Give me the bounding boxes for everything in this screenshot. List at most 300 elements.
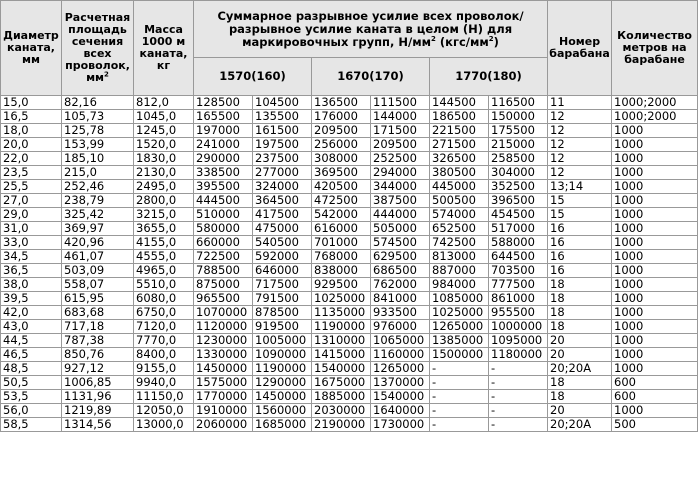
table-row <box>1 222 698 236</box>
table-cell: 325,42 <box>62 208 134 222</box>
table-cell: 2060000 <box>194 418 253 432</box>
header-drum-line: барабана <box>549 47 610 60</box>
table-cell: 1000 <box>612 306 698 320</box>
table-cell: 1330000 <box>194 348 253 362</box>
header-length-line: Количество <box>617 29 692 42</box>
table-cell: 6080,0 <box>134 292 194 306</box>
table-row <box>1 124 698 138</box>
table-cell: 540500 <box>253 236 312 250</box>
table-cell: 1000 <box>612 124 698 138</box>
table-cell: 290000 <box>194 152 253 166</box>
table-cell: 1385000 <box>430 334 489 348</box>
table-cell: - <box>430 362 489 376</box>
table-cell: 197000 <box>194 124 253 138</box>
table-cell: 16 <box>548 222 612 236</box>
table-cell: 16 <box>548 250 612 264</box>
table-cell: 475000 <box>253 222 312 236</box>
table-cell: 238,79 <box>62 194 134 208</box>
table-cell: 364500 <box>253 194 312 208</box>
table-cell: - <box>430 390 489 404</box>
header-diameter-line: Диаметр <box>3 29 59 42</box>
table-cell: 1045,0 <box>134 110 194 124</box>
table-cell: 1000 <box>612 236 698 250</box>
table-cell: 136500 <box>312 96 371 110</box>
table-cell: 6750,0 <box>134 306 194 320</box>
table-cell: 2800,0 <box>134 194 194 208</box>
table-cell: 768000 <box>312 250 371 264</box>
table-cell: 9940,0 <box>134 376 194 390</box>
table-cell: 308000 <box>312 152 371 166</box>
table-cell: 445000 <box>430 180 489 194</box>
table-cell: 955500 <box>489 306 548 320</box>
table-row <box>1 306 698 320</box>
table-cell: 237500 <box>253 152 312 166</box>
table-cell: 271500 <box>430 138 489 152</box>
table-row <box>1 138 698 152</box>
table-cell: 787,38 <box>62 334 134 348</box>
table-cell: 1640000 <box>371 404 430 418</box>
table-cell: 15,0 <box>1 96 62 110</box>
table-cell: 1770000 <box>194 390 253 404</box>
table-cell: 875000 <box>194 278 253 292</box>
table-cell: - <box>489 376 548 390</box>
table-cell: 1540000 <box>312 362 371 376</box>
table-cell: 116500 <box>489 96 548 110</box>
table-cell: 12 <box>548 166 612 180</box>
header-diameter-line: мм <box>22 53 40 66</box>
table-cell: 887000 <box>430 264 489 278</box>
table-cell: 48,5 <box>1 362 62 376</box>
table-cell: 1000 <box>612 166 698 180</box>
table-cell: 1000000 <box>489 320 548 334</box>
table-cell: 646000 <box>253 264 312 278</box>
table-cell: 16,5 <box>1 110 62 124</box>
header-mass-line: Масса <box>144 23 183 36</box>
table-cell: 927,12 <box>62 362 134 376</box>
table-cell: 976000 <box>371 320 430 334</box>
table-cell: 1290000 <box>253 376 312 390</box>
table-cell: 417500 <box>253 208 312 222</box>
table-cell: 9155,0 <box>134 362 194 376</box>
table-cell: 18 <box>548 278 612 292</box>
table-cell: 27,0 <box>1 194 62 208</box>
table-cell: 861000 <box>489 292 548 306</box>
table-cell: 13000,0 <box>134 418 194 432</box>
table-cell: 18 <box>548 376 612 390</box>
table-cell: 369500 <box>312 166 371 180</box>
table-cell: 1230000 <box>194 334 253 348</box>
table-cell: 742500 <box>430 236 489 250</box>
table-cell: 56,0 <box>1 404 62 418</box>
table-cell: 1005000 <box>253 334 312 348</box>
table-cell: 1065000 <box>371 334 430 348</box>
table-cell: 1000 <box>612 250 698 264</box>
table-cell: 144500 <box>430 96 489 110</box>
table-cell: 505000 <box>371 222 430 236</box>
table-cell: 4965,0 <box>134 264 194 278</box>
table-cell: 20 <box>548 348 612 362</box>
header-diameter-line: каната, <box>7 41 55 54</box>
table-row <box>1 404 698 418</box>
table-cell: 1310000 <box>312 334 371 348</box>
table-cell: 1070000 <box>194 306 253 320</box>
table-cell: - <box>489 362 548 376</box>
table-cell: 517000 <box>489 222 548 236</box>
table-cell: 580000 <box>194 222 253 236</box>
table-cell: - <box>430 404 489 418</box>
table-row <box>1 334 698 348</box>
table-cell: 600 <box>612 390 698 404</box>
table-cell: 503,09 <box>62 264 134 278</box>
header-breaking-force <box>194 1 548 58</box>
table-cell: 1000 <box>612 334 698 348</box>
table-cell: 1160000 <box>371 348 430 362</box>
table-cell: 18 <box>548 320 612 334</box>
table-cell: 34,5 <box>1 250 62 264</box>
header-force-sup: 2 <box>488 34 494 43</box>
table-cell: 933500 <box>371 306 430 320</box>
table-cell: 150000 <box>489 110 548 124</box>
table-cell: 104500 <box>253 96 312 110</box>
header-drum <box>548 1 612 96</box>
table-cell: 12 <box>548 110 612 124</box>
table-row <box>1 180 698 194</box>
table-row <box>1 152 698 166</box>
table-cell: 600 <box>612 376 698 390</box>
table-cell: 31,0 <box>1 222 62 236</box>
header-mass-line: кг <box>156 59 171 72</box>
table-cell: 15 <box>548 194 612 208</box>
table-cell: 36,5 <box>1 264 62 278</box>
table-cell: 12 <box>548 124 612 138</box>
table-cell: 1370000 <box>371 376 430 390</box>
table-cell: 1500000 <box>430 348 489 362</box>
table-cell: 326500 <box>430 152 489 166</box>
table-cell: 15 <box>548 208 612 222</box>
table-cell: 660000 <box>194 236 253 250</box>
table-cell: 1265000 <box>371 362 430 376</box>
table-cell: 20,0 <box>1 138 62 152</box>
table-cell: 396500 <box>489 194 548 208</box>
header-area-sup: 2 <box>104 70 109 79</box>
table-cell: 125,78 <box>62 124 134 138</box>
table-cell: 1219,89 <box>62 404 134 418</box>
header-force-unit: (кгс/мм <box>435 34 489 49</box>
table-cell: 3655,0 <box>134 222 194 236</box>
table-cell: 50,5 <box>1 376 62 390</box>
table-cell: - <box>489 418 548 432</box>
table-cell: 1090000 <box>253 348 312 362</box>
table-cell: 2190000 <box>312 418 371 432</box>
table-cell: 105,73 <box>62 110 134 124</box>
table-cell: 277000 <box>253 166 312 180</box>
header-force-line: Суммарное разрывное усилие всех проволок/ <box>217 8 524 23</box>
table-cell: 369,97 <box>62 222 134 236</box>
table-cell: 420,96 <box>62 236 134 250</box>
table-cell: 791500 <box>253 292 312 306</box>
table-cell: 18 <box>548 390 612 404</box>
table-cell: 1450000 <box>194 362 253 376</box>
table-cell: 2030000 <box>312 404 371 418</box>
table-cell: 20;20А <box>548 362 612 376</box>
header-group-1570: 1570(160) <box>194 58 312 96</box>
table-cell: 574000 <box>430 208 489 222</box>
table-cell: 1006,85 <box>62 376 134 390</box>
table-cell: 1025000 <box>430 306 489 320</box>
table-row <box>1 194 698 208</box>
table-cell: 258500 <box>489 152 548 166</box>
table-cell: 23,5 <box>1 166 62 180</box>
header-length-line: барабане <box>624 53 685 66</box>
table-cell: 542000 <box>312 208 371 222</box>
table-cell: 43,0 <box>1 320 62 334</box>
table-row <box>1 278 698 292</box>
table-cell: 1265000 <box>430 320 489 334</box>
table-cell: 294000 <box>371 166 430 180</box>
table-cell: 20 <box>548 404 612 418</box>
table-cell: 11 <box>548 96 612 110</box>
table-cell: 252,46 <box>62 180 134 194</box>
table-cell: 1135000 <box>312 306 371 320</box>
header-group-1670: 1670(170) <box>312 58 430 96</box>
table-cell: 352500 <box>489 180 548 194</box>
table-cell: 812,0 <box>134 96 194 110</box>
header-mass-line: 1000 м <box>141 35 186 48</box>
table-row <box>1 208 698 222</box>
table-cell: 12 <box>548 152 612 166</box>
table-cell: 878500 <box>253 306 312 320</box>
table-cell: 461,07 <box>62 250 134 264</box>
table-cell: 7120,0 <box>134 320 194 334</box>
table-cell: 1190000 <box>312 320 371 334</box>
header-area-line: сечения <box>71 35 124 48</box>
table-cell: 1000 <box>612 362 698 376</box>
table-cell: 13;14 <box>548 180 612 194</box>
table-cell: 1830,0 <box>134 152 194 166</box>
table-cell: 592000 <box>253 250 312 264</box>
table-cell: 1000 <box>612 194 698 208</box>
table-cell: 1910000 <box>194 404 253 418</box>
table-cell: 1000 <box>612 152 698 166</box>
table-cell: 762000 <box>371 278 430 292</box>
table-cell: 1415000 <box>312 348 371 362</box>
header-area-line: Расчетная <box>64 11 131 24</box>
table-cell: 387500 <box>371 194 430 208</box>
table-cell: 42,0 <box>1 306 62 320</box>
table-cell: 703500 <box>489 264 548 278</box>
header-force-end: ) <box>493 34 499 49</box>
table-row <box>1 264 698 278</box>
table-cell: 777500 <box>489 278 548 292</box>
table-cell: 58,5 <box>1 418 62 432</box>
header-group-1770: 1770(180) <box>430 58 548 96</box>
header-mass <box>134 1 194 96</box>
table-cell: 629500 <box>371 250 430 264</box>
table-row <box>1 236 698 250</box>
table-cell: 813000 <box>430 250 489 264</box>
table-row <box>1 96 698 110</box>
table-cell: 1000 <box>612 348 698 362</box>
table-cell: 8400,0 <box>134 348 194 362</box>
header-length <box>612 1 698 96</box>
header-area-line: мм <box>86 71 105 84</box>
table-cell: 18,0 <box>1 124 62 138</box>
table-cell: 420500 <box>312 180 371 194</box>
table-cell: 215,0 <box>62 166 134 180</box>
header-length-line: метров на <box>622 41 687 54</box>
table-cell: 1560000 <box>253 404 312 418</box>
table-cell: 153,99 <box>62 138 134 152</box>
table-cell: 454500 <box>489 208 548 222</box>
table-cell: 1085000 <box>430 292 489 306</box>
table-cell: 135500 <box>253 110 312 124</box>
table-cell: 1131,96 <box>62 390 134 404</box>
table-cell: 252500 <box>371 152 430 166</box>
table-row <box>1 348 698 362</box>
table-cell: 615,95 <box>62 292 134 306</box>
table-cell: 1314,56 <box>62 418 134 432</box>
table-cell: 929500 <box>312 278 371 292</box>
table-cell: 1000 <box>612 208 698 222</box>
table-cell: 717,18 <box>62 320 134 334</box>
table-cell: 82,16 <box>62 96 134 110</box>
table-cell: 1000;2000 <box>612 110 698 124</box>
table-cell: 144000 <box>371 110 430 124</box>
table-cell: 161500 <box>253 124 312 138</box>
table-row <box>1 250 698 264</box>
table-row <box>1 292 698 306</box>
table-cell: 1095000 <box>489 334 548 348</box>
header-force-sup: 2 <box>431 34 436 43</box>
table-row <box>1 362 698 376</box>
header-diameter <box>1 1 62 96</box>
table-cell: 510000 <box>194 208 253 222</box>
table-cell: 175500 <box>489 124 548 138</box>
table-cell: 1450000 <box>253 390 312 404</box>
table-cell: - <box>430 376 489 390</box>
table-cell: 686500 <box>371 264 430 278</box>
table-row <box>1 110 698 124</box>
table-cell: 1885000 <box>312 390 371 404</box>
table-cell: 53,5 <box>1 390 62 404</box>
header-force-line: маркировочных групп, Н/мм <box>242 34 431 49</box>
header-mass-line: каната, <box>139 47 188 60</box>
table-cell: 46,5 <box>1 348 62 362</box>
table-cell: 338500 <box>194 166 253 180</box>
table-cell: 965500 <box>194 292 253 306</box>
table-cell: 1685000 <box>253 418 312 432</box>
table-cell: 39,5 <box>1 292 62 306</box>
table-row <box>1 390 698 404</box>
table-cell: 215000 <box>489 138 548 152</box>
table-cell: 841000 <box>371 292 430 306</box>
table-cell: 186500 <box>430 110 489 124</box>
table-cell: 850,76 <box>62 348 134 362</box>
table-cell: 558,07 <box>62 278 134 292</box>
table-cell: 500 <box>612 418 698 432</box>
table-cell: 7770,0 <box>134 334 194 348</box>
table-cell: 788500 <box>194 264 253 278</box>
table-cell: 25,5 <box>1 180 62 194</box>
table-cell: 4555,0 <box>134 250 194 264</box>
table-cell: 1000;2000 <box>612 96 698 110</box>
table-row <box>1 376 698 390</box>
table-cell: 18 <box>548 306 612 320</box>
table-header <box>1 1 698 96</box>
table-cell: 1000 <box>612 292 698 306</box>
table-cell: 2495,0 <box>134 180 194 194</box>
table-cell: 588000 <box>489 236 548 250</box>
table-cell: 5510,0 <box>134 278 194 292</box>
table-cell: 20;20А <box>548 418 612 432</box>
table-cell: 304000 <box>489 166 548 180</box>
table-cell: 44,5 <box>1 334 62 348</box>
table-cell: 128500 <box>194 96 253 110</box>
table-cell: 16 <box>548 236 612 250</box>
table-cell: 1190000 <box>253 362 312 376</box>
table-cell: 22,0 <box>1 152 62 166</box>
table-cell: - <box>430 418 489 432</box>
header-area <box>62 1 134 96</box>
table-cell: 919500 <box>253 320 312 334</box>
table-cell: 38,0 <box>1 278 62 292</box>
table-row <box>1 418 698 432</box>
table-cell: 722500 <box>194 250 253 264</box>
table-cell: 209500 <box>312 124 371 138</box>
header-area-line: площадь <box>68 23 127 36</box>
table-cell: 1000 <box>612 138 698 152</box>
table-cell: 344000 <box>371 180 430 194</box>
table-cell: 221500 <box>430 124 489 138</box>
table-cell: 165500 <box>194 110 253 124</box>
table-cell: 984000 <box>430 278 489 292</box>
table-cell: 209500 <box>371 138 430 152</box>
header-force-line: разрывное усилие каната в целом (Н) для <box>228 21 513 36</box>
table-cell: 1000 <box>612 264 698 278</box>
table-cell: 1025000 <box>312 292 371 306</box>
table-cell: 12050,0 <box>134 404 194 418</box>
table-cell: 4155,0 <box>134 236 194 250</box>
table-cell: 29,0 <box>1 208 62 222</box>
table-row <box>1 166 698 180</box>
table-cell: 1675000 <box>312 376 371 390</box>
table-cell: 472500 <box>312 194 371 208</box>
table-cell: 616000 <box>312 222 371 236</box>
table-cell: 185,10 <box>62 152 134 166</box>
table-cell: 574500 <box>371 236 430 250</box>
table-cell: 500500 <box>430 194 489 208</box>
table-cell: 395500 <box>194 180 253 194</box>
table-cell: 683,68 <box>62 306 134 320</box>
table-cell: 16 <box>548 264 612 278</box>
table-body <box>1 96 698 432</box>
table-cell: 717500 <box>253 278 312 292</box>
table-cell: 1520,0 <box>134 138 194 152</box>
table-cell: 1000 <box>612 180 698 194</box>
table-cell: - <box>489 390 548 404</box>
table-cell: 838000 <box>312 264 371 278</box>
table-cell: 1000 <box>612 320 698 334</box>
table-cell: 652500 <box>430 222 489 236</box>
table-cell: 444000 <box>371 208 430 222</box>
table-cell: 701000 <box>312 236 371 250</box>
table-cell: 324000 <box>253 180 312 194</box>
table-row <box>1 320 698 334</box>
table-cell: 1575000 <box>194 376 253 390</box>
table-cell: 256000 <box>312 138 371 152</box>
table-cell: 111500 <box>371 96 430 110</box>
table-cell: 1245,0 <box>134 124 194 138</box>
